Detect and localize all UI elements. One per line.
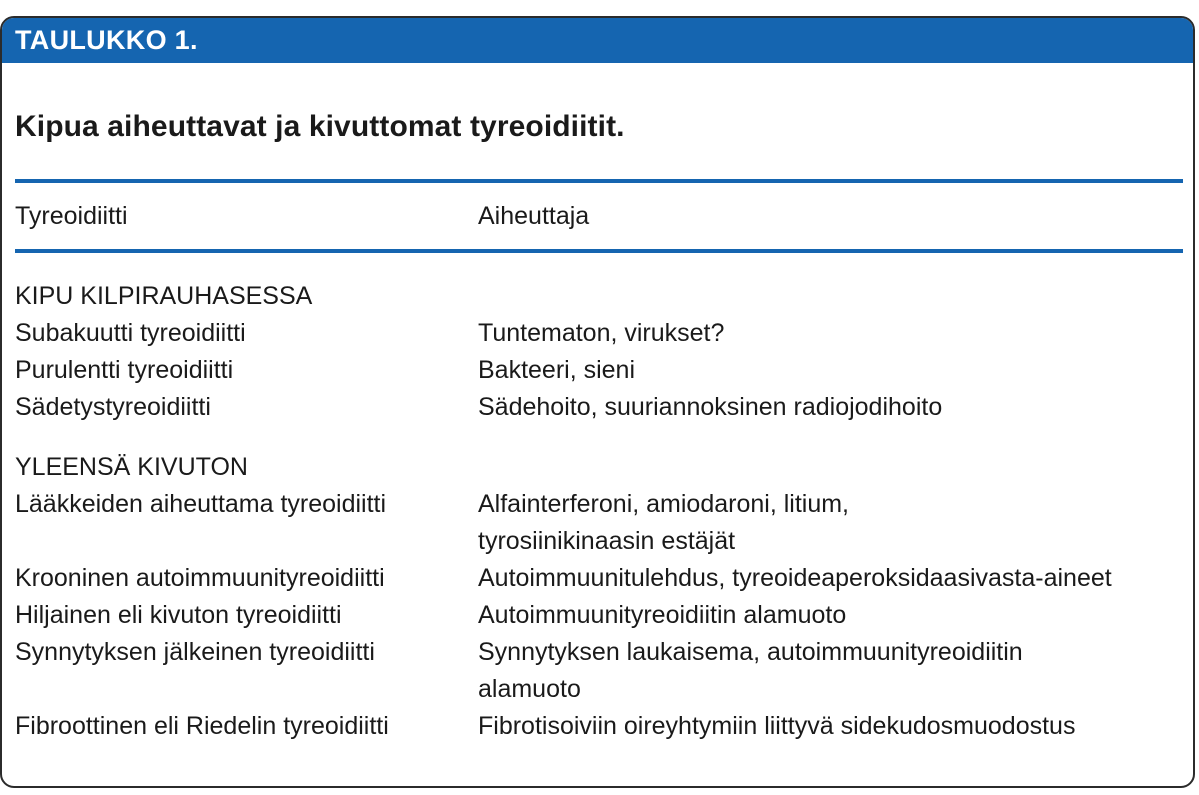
cell-aiheuttaja: Bakteeri, sieni bbox=[478, 356, 636, 384]
cell-aiheuttaja: Sädehoito, suuriannoksinen radiojodihoito bbox=[478, 393, 943, 421]
table-row bbox=[2, 708, 1195, 745]
cell-tyreoidiitti: Subakuutti tyreoidiitti bbox=[15, 319, 246, 347]
column-header-aiheuttaja: Aiheuttaja bbox=[478, 202, 590, 230]
cell-tyreoidiitti: Fibroottinen eli Riedelin tyreoidiitti bbox=[15, 712, 389, 740]
table-row bbox=[2, 597, 1195, 634]
cell-tyreoidiitti: Sädetystyreoidiitti bbox=[15, 393, 211, 421]
cell-tyreoidiitti: Synnytyksen jälkeinen tyreoidiitti bbox=[15, 638, 375, 666]
section-heading-kivuton: YLEENSÄ KIVUTON bbox=[15, 453, 248, 481]
cell-aiheuttaja: Synnytyksen laukaisema, autoimmuunityreoidiitin alamuoto bbox=[478, 638, 1023, 703]
table-row bbox=[2, 389, 1195, 426]
cell-tyreoidiitti: Purulentti tyreoidiitti bbox=[15, 356, 234, 384]
cell-aiheuttaja: Autoimmuunitulehdus, tyreoideaperoksidaasivasta-aineet bbox=[478, 564, 1112, 592]
table-body bbox=[2, 278, 1195, 745]
section-gap bbox=[2, 426, 1195, 449]
cell-aiheuttaja: Alfainterferoni, amiodaroni, litium, tyrosiinikinaasin estäjät bbox=[478, 490, 849, 555]
section-heading-kipu: KIPU KILPIRAUHASESSA bbox=[15, 282, 313, 310]
cell-aiheuttaja: Tuntematon, virukset? bbox=[478, 319, 725, 347]
table-row bbox=[2, 486, 1195, 560]
table-card bbox=[0, 16, 1195, 788]
header-rule-top bbox=[15, 179, 1183, 183]
header-rule-bottom bbox=[15, 249, 1183, 253]
cell-tyreoidiitti: Krooninen autoimmuunityreoidiitti bbox=[15, 564, 385, 592]
table-row bbox=[2, 315, 1195, 352]
table-row bbox=[2, 560, 1195, 597]
cell-aiheuttaja: Autoimmuunityreoidiitin alamuoto bbox=[478, 601, 847, 629]
table-title: Kipua aiheuttavat ja kivuttomat tyreoidiitit. bbox=[15, 110, 625, 143]
cell-tyreoidiitti: Hiljainen eli kivuton tyreoidiitti bbox=[15, 601, 342, 629]
table-label: TAULUKKO 1. bbox=[2, 18, 1193, 63]
table-row bbox=[2, 634, 1195, 708]
table-row bbox=[2, 352, 1195, 389]
cell-tyreoidiitti: Lääkkeiden aiheuttama tyreoidiitti bbox=[15, 490, 387, 518]
column-header-tyreoidiitti: Tyreoidiitti bbox=[15, 202, 128, 230]
cell-aiheuttaja: Fibrotisoiviin oireyhtymiin liittyvä sidekudosmuodostus bbox=[478, 712, 1076, 740]
